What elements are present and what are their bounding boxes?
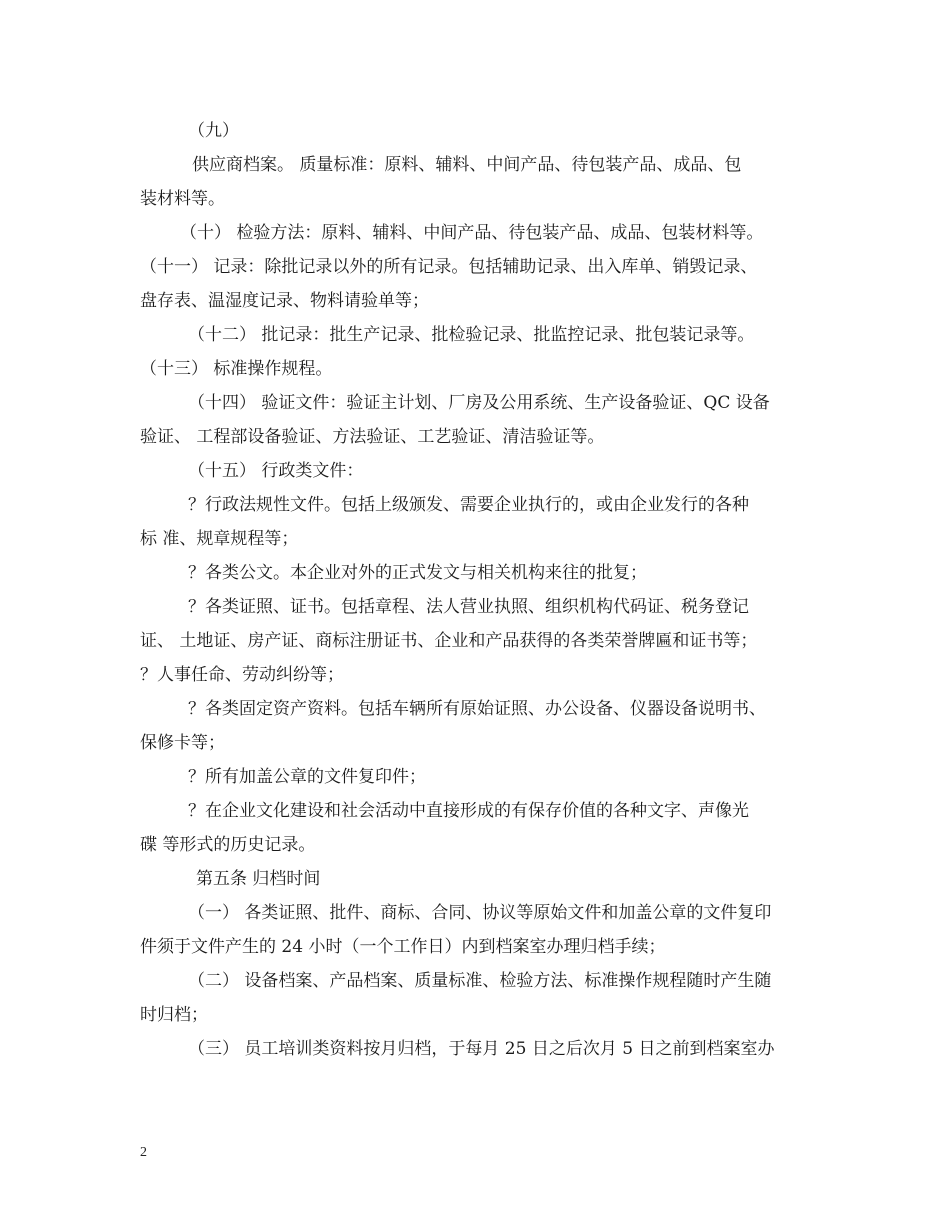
- text-line: （十） 检验方法：原料、辅料、中间产品、待包装产品、成品、包装材料等。: [180, 223, 764, 243]
- text-line: 保修卡等；: [140, 733, 225, 753]
- text-line: ？各类公文。本企业对外的正式发文与相关机构来往的批复；: [188, 563, 647, 583]
- page-number: 2: [140, 1145, 147, 1160]
- text-line: ？各类固定资产资料。包括车辆所有原始证照、办公设备、仪器设备说明书、: [188, 699, 766, 719]
- text-line: 证、 土地证、房产证、商标注册证书、企业和产品获得的各类荣誉牌匾和证书等；: [140, 631, 758, 651]
- text-line: （一） 各类证照、批件、商标、合同、协议等原始文件和加盖公章的文件复印: [188, 903, 772, 923]
- text-line: ？在企业文化建设和社会活动中直接形成的有保存价值的各种文字、声像光: [188, 801, 749, 821]
- text-line: （十三） 标准操作规程。: [140, 359, 333, 379]
- text-line: （十一） 记录：除批记录以外的所有记录。包括辅助记录、出入库单、销毁记录、: [140, 257, 758, 277]
- text-line: 第五条 归档时间: [196, 869, 321, 889]
- text-line: ？所有加盖公章的文件复印件；: [188, 767, 426, 787]
- text-line: ？人事任命、劳动纠纷等；: [140, 665, 344, 685]
- text-line: （十四） 验证文件：验证主计划、厂房及公用系统、生产设备验证、QC 设备: [188, 393, 770, 413]
- text-line: 碟 等形式的历史记录。: [140, 835, 316, 855]
- text-line: 装材料等。: [140, 189, 225, 209]
- document-body: [140, 114, 830, 1066]
- text-line: （三） 员工培训类资料按月归档，于每月 25 日之后次月 5 日之前到档案室办: [188, 1039, 775, 1059]
- text-line: （九）: [188, 121, 239, 141]
- text-line: （二） 设备档案、产品档案、质量标准、检验方法、标准操作规程随时产生随: [188, 971, 772, 991]
- text-line: （十五） 行政类文件：: [188, 461, 364, 481]
- text-line: ？各类证照、证书。包括章程、法人营业执照、组织机构代码证、税务登记: [188, 597, 749, 617]
- text-line: 标 准、规章规程等；: [140, 529, 299, 549]
- text-line: ？行政法规性文件。包括上级颁发、需要企业执行的，或由企业发行的各种: [188, 495, 749, 515]
- text-line: 验证、 工程部设备验证、方法验证、工艺验证、清洁验证等。: [140, 427, 605, 447]
- text-line: 盘存表、温湿度记录、物料请验单等；: [140, 291, 429, 311]
- text-line: 供应商档案。 质量标准：原料、辅料、中间产品、待包装产品、成品、包: [192, 155, 742, 175]
- text-line: 件须于文件产生的 24 小时（一个工作日）内到档案室办理归档手续；: [140, 937, 666, 957]
- text-line: （十二） 批记录：批生产记录、批检验记录、批监控记录、批包装记录等。: [188, 325, 755, 345]
- text-line: 时归档；: [140, 1005, 208, 1025]
